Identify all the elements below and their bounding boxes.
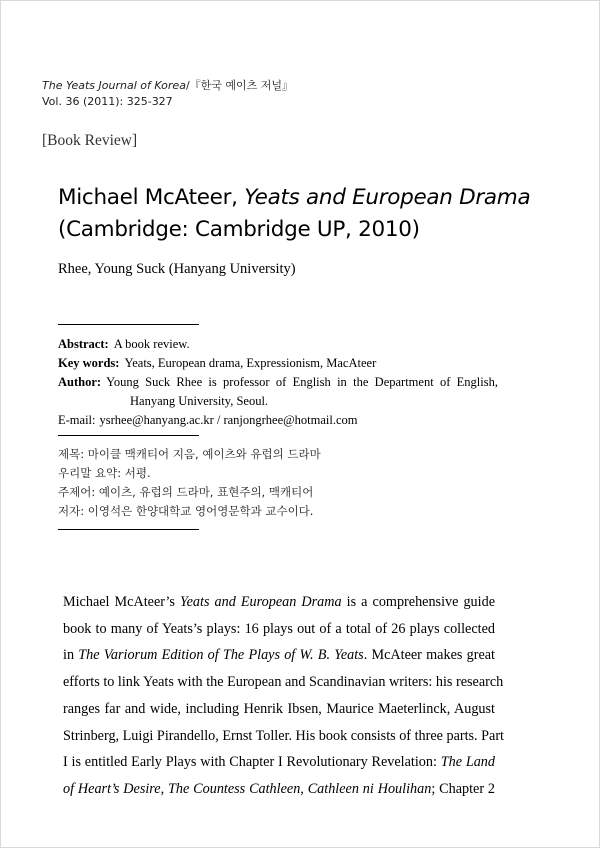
korean-metadata: [58, 445, 321, 521]
author-row: [58, 373, 498, 392]
body-line: book to many of Yeats’s plays: 16 plays out of a total of 26 plays collected: [63, 620, 495, 637]
email-value: ysrhee@hanyang.ac.kr / ranjongrhee@hotmail.com: [99, 413, 358, 427]
book-title-italic: The Variorum Edition of The Plays of W. B. Yeats: [78, 647, 364, 664]
keywords-value: Yeats, European drama, Expressionism, MacAteer: [124, 356, 377, 370]
journal-name: The Yeats Journal of Korea: [42, 79, 186, 92]
book-title-italic: Yeats and European Drama: [180, 594, 342, 610]
body-line: [63, 749, 495, 776]
korean-title-value: 마이클 맥캐티어 지음, 예이츠와 유럽의 드라마: [87, 447, 321, 461]
play-title-italic: of Heart’s Desire: [63, 780, 161, 797]
body-text-span: ,: [160, 780, 169, 797]
title-line-1: [58, 182, 530, 214]
title-book: Yeats and European Drama: [244, 185, 531, 210]
body-text-span: in: [63, 647, 79, 664]
body-text-span: . McAteer makes great: [363, 647, 495, 664]
journal-korean-name: /『한국 예이츠 저널』: [185, 79, 294, 92]
keywords-row: [58, 354, 498, 373]
body-text-span: I is entitled Early Plays with Chapter I Revolutionary Revelation:: [63, 754, 441, 771]
korean-keywords-label: 주제어:: [58, 485, 96, 499]
journal-title-line: [42, 78, 293, 94]
body-line: [63, 776, 495, 803]
title-line-2: (Cambridge: Cambridge UP, 2010): [58, 217, 420, 242]
body-text-span: ,: [300, 780, 308, 797]
korean-summary-label: 우리말 요약:: [58, 466, 122, 480]
abstract-row: [58, 335, 498, 354]
play-title-italic: The Land: [440, 754, 495, 771]
body-line: Strinberg, Luigi Pirandello, Ernst Toller. His book consists of three parts. Part: [63, 727, 505, 744]
play-title-italic: The Countess Cathleen: [168, 780, 301, 797]
korean-summary-row: [58, 464, 321, 483]
author-label: Author:: [58, 375, 102, 389]
article-title: [58, 182, 530, 246]
keywords-label: Key words:: [58, 356, 120, 370]
korean-title-row: [58, 445, 321, 464]
body-text-span: Michael McAteer’s: [63, 594, 181, 610]
journal-header: [42, 78, 293, 110]
abstract-label: Abstract:: [58, 337, 109, 351]
body-text-span: ; Chapter 2: [431, 780, 496, 797]
korean-keywords-row: [58, 483, 321, 502]
author-value: Young Suck Rhee is professor of English in the Department of English,: [106, 375, 498, 389]
abstract-value: A book review.: [113, 337, 190, 351]
divider-top: [58, 324, 199, 325]
body-line: efforts to link Yeats with the European and Scandinavian writers: his research: [63, 674, 504, 691]
author-value-cont: Hanyang University, Seoul.: [130, 394, 269, 408]
section-label: [Book Review]: [42, 132, 138, 149]
korean-author-row: [58, 502, 321, 521]
body-line: ranges far and wide, including Henrik Ibsen, Maurice Maeterlinck, August: [63, 700, 495, 717]
reviewer-byline: Rhee, Young Suck (Hanyang University): [58, 261, 296, 277]
author-row-cont: [58, 392, 498, 411]
korean-author-value: 이영석은 한양대학교 영어영문학과 교수이다.: [87, 504, 314, 518]
english-metadata: [58, 335, 498, 430]
email-row: [58, 411, 498, 430]
title-author: Michael McAteer,: [58, 185, 245, 210]
body-text-span: is a comprehensive guide: [341, 594, 495, 610]
korean-title-label: 제목:: [58, 447, 85, 461]
korean-keywords-value: 예이츠, 유럽의 드라마, 표현주의, 맥캐티어: [98, 485, 314, 499]
body-line: [63, 642, 495, 669]
review-body: [63, 589, 505, 803]
korean-author-label: 저자:: [58, 504, 85, 518]
play-title-italic: Cathleen ni Houlihan: [307, 780, 432, 797]
divider-bottom: [58, 529, 199, 530]
email-label: E-mail:: [58, 413, 96, 427]
korean-summary-value: 서평.: [124, 466, 151, 480]
body-line: [63, 589, 495, 616]
divider-middle: [58, 435, 199, 436]
journal-volume: Vol. 36 (2011): 325-327: [42, 95, 173, 108]
